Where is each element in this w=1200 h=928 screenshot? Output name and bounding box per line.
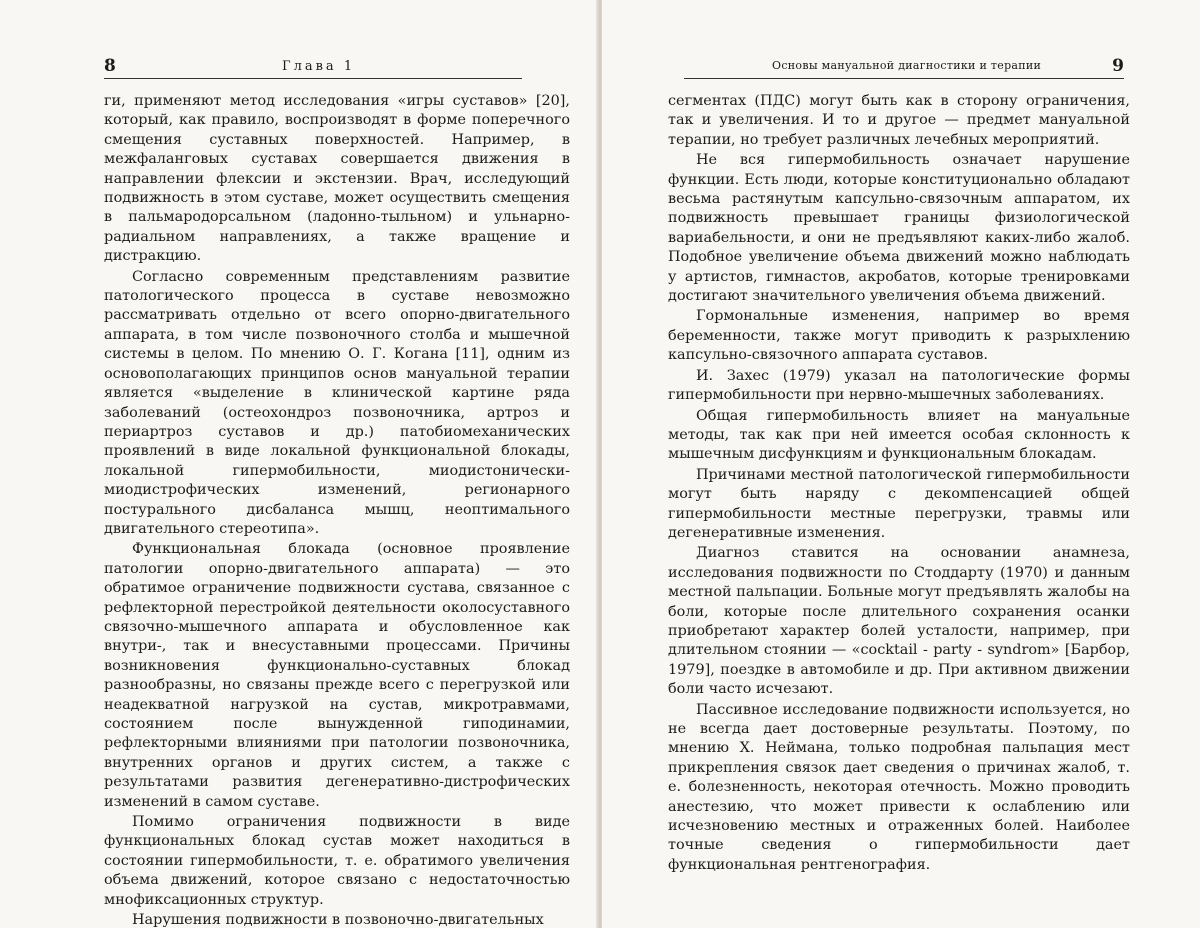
right-paragraph-2: Не вся гипермобильность означает нарушение функции. Есть люди, которые конституционально обладают весьма растянутым капсульно-связочным аппаратом, их подвижность превышает границы физиологической вариабельности, и они не предъявляют каких-либо жалоб. Подобное увеличение объема движений можно наблюдать у артистов, гимнастов, акробатов, которые тренировками достигают значительного увеличения объема движений. [668,152,1130,305]
right-paragraph-7: Диагноз ставится на основании анамнеза, исследования подвижности по Стоддарту (1970) и данным местной пальпации. Больные могут предъявлять жалобы на боли, которые после длительного сохранения осанки приобретают характер болей усталости, например, при длительном стоянии — «cocktail - party - syndrom» [Барбор, 1979], поездке в автомобиле и др. При активном движении боли часто исчезают. [668,545,1130,698]
right-paragraph-4: И. Захес (1979) указал на патологические формы гипермобильности при нервно-мышечных заболеваниях. [668,367,1130,404]
left-page-body [104,92,570,928]
left-running-head: Глава 1 [282,59,356,74]
left-paragraph-1: ги, применяют метод исследования «игры суставов» [20], который, как правило, воспроизводят в форме поперечного смещения суставных поверхностей. Например, в межфаланговых суставах совершается движения в направлении флексии и экстензии. Врач, исследующий подвижность в этом суставе, может осуществить смещения в пальмародорсальном (ладонно-тыльном) и ульнарно-радиальном направлениях, а также вращение и дистракцию. [104,93,570,265]
right-paragraph-6: Причинами местной патологической гипермобильности могут быть наряду с декомпенсацией общей гипермобильности местные перегрузки, травмы или дегенеративные изменения. [668,466,1130,541]
left-page [0,0,598,928]
right-running-head: Основы мануальной диагностики и терапии [772,59,1042,72]
right-page-body [668,92,1130,875]
left-paragraph-4: Помимо ограничения подвижности в виде функциональных блокад сустав может находиться в состоянии гипермобильности, т. е. обратимого увеличения объема движений, которое связано с недостаточностью мнофиксационных структур. [104,814,570,908]
right-page [602,0,1200,928]
right-page-number: 9 [1112,56,1124,76]
right-paragraph-3: Гормональные изменения, например во время беременности, также могут приводить к разрыхлению капсульно-связочного аппарата суставов. [668,308,1130,364]
right-paragraph-5: Общая гипермобильность влияет на мануальные методы, так как при ней имеется особая склонность к мышечным дисфункциям и функциональным блокадам. [668,407,1130,463]
left-paragraph-5: Нарушения подвижности в позвоночно-двигательных [132,912,544,928]
left-page-header [104,54,522,79]
left-paragraph-2: Согласно современным представлениям развитие патологического процесса в суставе невозможно рассматривать отдельно от всего опорно-двигательного аппарата, в том числе позвоночного столба и мышечной системы в целом. По мнению О. Г. Когана [11], одним из основополагающих принципов основ мануальной терапии является «выделение в клинической картине ряда заболеваний (остеохондроз позвоночника, артроз и периартроз суставов и др.) патобиомеханических проявлений в виде локальной функциональной блокады, локальной гипермобильности, миодистонически-миодистрофических изменений, регионарного постурального дисбаланса мышц, неоптимального двигательного стереотипа». [104,268,570,537]
left-page-number: 8 [104,56,116,76]
left-paragraph-3: Функциональная блокада (основное проявление патологии опорно-двигательного аппарата) — это обратимое ограничение подвижности сустава, связанное с рефлекторной перестройкой деятельности околосуставного связочно-мышечного аппарата и обусловленное как внутри-, так и внесуставными процессами. Причины возникновения функционально-суставных блокад разнообразны, но связаны прежде всего с перегрузкой или неадекватной нагрузкой на сустав, микротравмами, состоянием после вынужденной гиподинамии, рефлекторными влияниями при патологии позвоночника, внутренних органов и других систем, а также с результатами развития дегенеративно-дистрофических изменений в самом суставе. [104,541,570,810]
right-paragraph-8: Пассивное исследование подвижности используется, но не всегда дает достоверные результаты. Поэтому, по мнению Х. Неймана, только подробная пальпация мест прикрепления связок дает сведения о причинах жалоб, т. е. болезненность, некоторая отечность. Можно проводить анестезию, что может привести к ослаблению или исчезновению местных и отраженных болей. Наиболее точные сведения о гипермобильности дает функциональная рентгенография. [668,701,1130,873]
right-page-header [684,54,1124,79]
right-paragraph-1: сегментах (ПДС) могут быть как в сторону ограничения, так и увеличения. И то и другое — предмет мануальной терапии, но требует различных лечебных мероприятий. [668,93,1130,148]
